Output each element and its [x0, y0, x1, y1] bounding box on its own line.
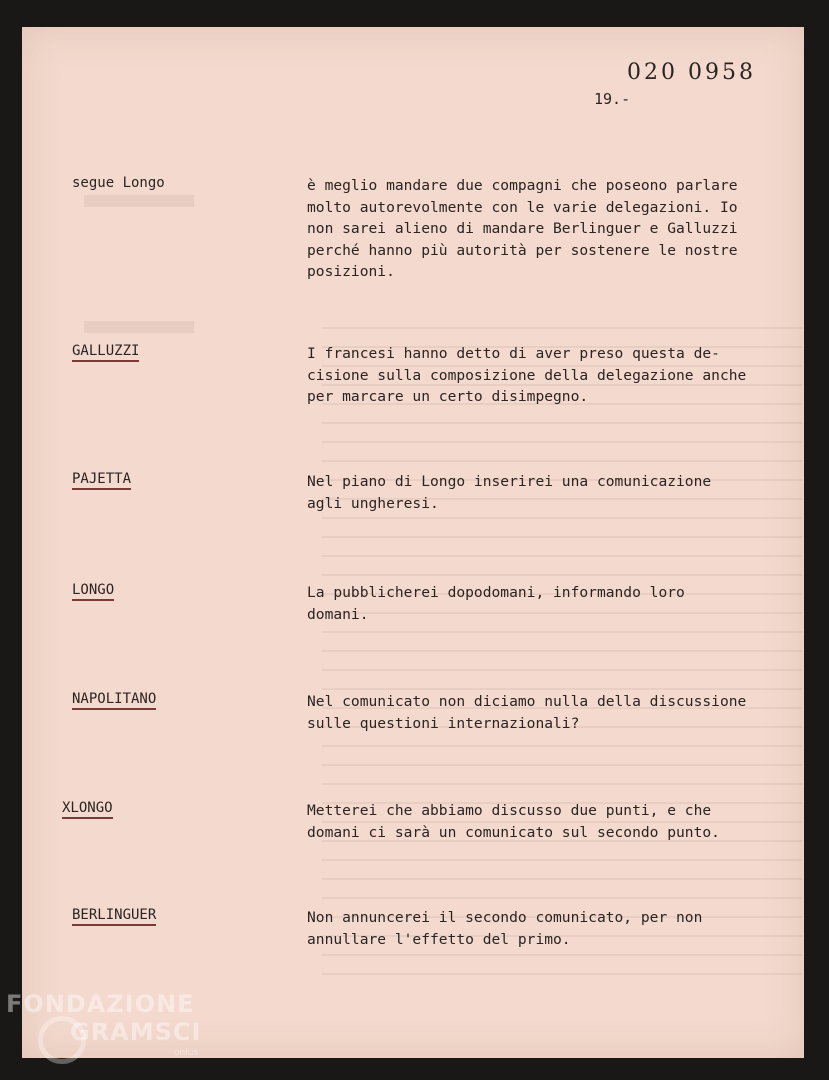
speech-text: Non annuncerei il secondo comunicato, per non annullare l'effetto del primo.: [307, 909, 703, 948]
speaker-label: BERLINGUER: [72, 907, 156, 926]
speech-text: La pubblicherei dopodomani, informando loro domani.: [307, 584, 685, 623]
bleed-through-heading: [84, 321, 194, 333]
speech-text: Nel comunicato non diciamo nulla della discussione sulle questioni internazionali?: [307, 693, 747, 732]
document-page: [22, 27, 804, 1058]
speaker-label: PAJETTA: [72, 471, 131, 490]
speech-text: è meglio mandare due compagni che poseono parlare molto autorevolmente con le varie delegazioni. Io non sarei alieno di mandare Berlinguer e Galluzzi perché hanno più autorità per sostenere le nostre posizioni.: [307, 177, 738, 280]
speaker-label: XLONGO: [62, 800, 113, 819]
speaker-label: GALLUZZI: [72, 343, 139, 362]
speech-text: I francesi hanno detto di aver preso questa de- cisione sulla composizione della delegazione anche per marcare un certo disimpegno.: [307, 345, 747, 405]
bleed-through-text: [322, 327, 802, 987]
bleed-through-heading: [84, 195, 194, 207]
speech-text: Metterei che abbiamo discusso due punti, e che domani ci sarà un comunicato sul secondo punto.: [307, 802, 720, 841]
speaker-label: LONGO: [72, 582, 114, 601]
speech-text: Nel piano di Longo inserirei una comunicazione agli ungheresi.: [307, 473, 712, 512]
page-number: 19.-: [594, 90, 631, 108]
fondazione-gramsci-watermark: FONDAZIONE GRAMSCI onlus: [4, 990, 224, 1070]
speaker-label: NAPOLITANO: [72, 691, 156, 710]
speaker-label: segue Longo: [72, 175, 165, 191]
archive-stamp: 020 0958: [627, 60, 756, 85]
